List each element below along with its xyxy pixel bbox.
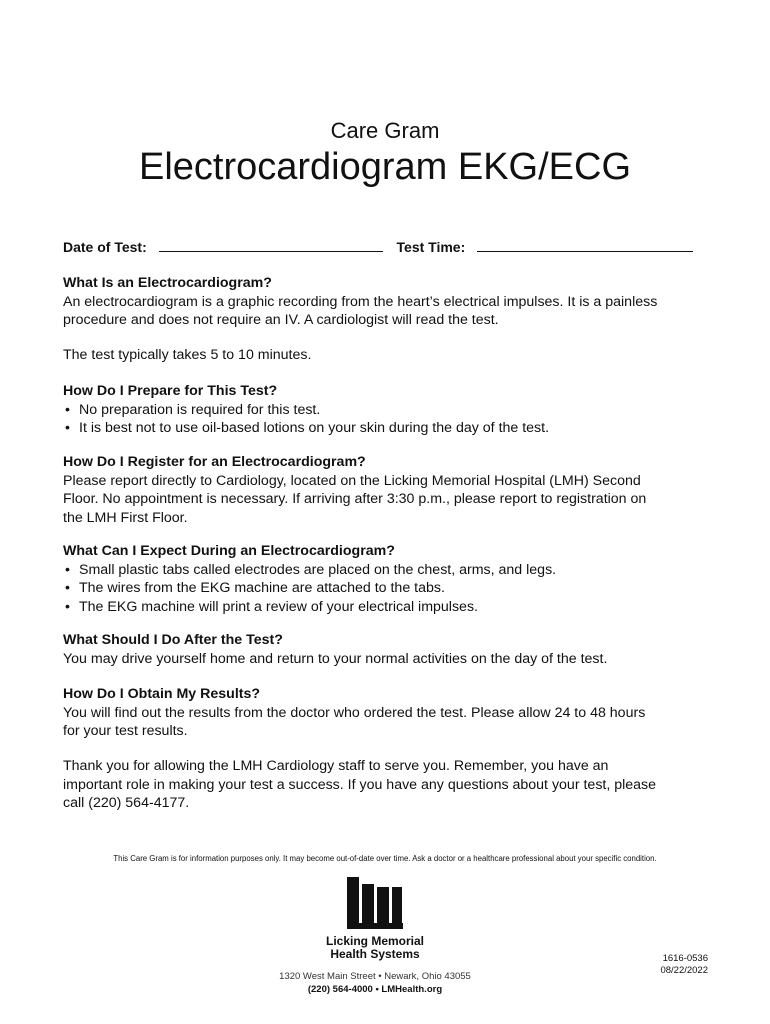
organization-address: 1320 West Main Street • Newark, Ohio 43055: [279, 971, 471, 982]
paragraph-line: An electrocardiogram is a graphic recording from the heart’s electrical impulses. It is a painless: [63, 293, 658, 310]
test-date-time-line: [63, 239, 693, 255]
section-heading: How Do I Obtain My Results?: [63, 686, 261, 702]
disclaimer-text: This Care Gram is for information purposes only. It may become out-of-date over time. Ask a doctor or a healthcare professional about your specific condition.: [113, 854, 657, 863]
paragraph-line: important role in making your test a success. If you have any questions about your test, please: [63, 776, 657, 793]
paragraph-line: You may drive yourself home and return to your normal activities on the day of the test.: [63, 650, 608, 667]
list-item: • It is best not to use oil-based lotions on your skin during the day of the test.: [63, 419, 713, 438]
lmhs-logo-icon: [347, 877, 403, 929]
section-what: [63, 274, 713, 330]
paragraph-line: call (220) 564-4177.: [63, 795, 190, 811]
section-heading: How Do I Prepare for This Test?: [63, 383, 278, 399]
document-subtitle: Care Gram: [330, 118, 440, 143]
paragraph-line: Floor. No appointment is necessary. If arriving after 3:30 p.m., please report to registration on: [63, 491, 647, 507]
bullet-list: [63, 561, 713, 617]
section-register: [63, 453, 713, 527]
document-title: Electrocardiogram EKG/ECG: [138, 146, 632, 188]
list-item: • Small plastic tabs called electrodes are placed on the chest, arms, and legs.: [63, 561, 713, 580]
section-heading: What Can I Expect During an Electrocardiogram?: [63, 543, 395, 559]
document-number: 1616-0536: [662, 953, 708, 964]
section-heading: What Should I Do After the Test?: [63, 632, 283, 648]
section-heading: How Do I Register for an Electrocardiogram?: [63, 454, 366, 470]
organization-contact: (220) 564-4000 • LMHealth.org: [307, 984, 443, 995]
section-prepare: [63, 382, 713, 438]
list-item: • The EKG machine will print a review of your electrical impulses.: [63, 598, 713, 617]
section-heading: What Is an Electrocardiogram?: [63, 275, 272, 291]
paragraph-line: Please report directly to Cardiology, located on the Licking Memorial Hospital (LMH) Second: [63, 472, 641, 489]
list-item: • No preparation is required for this test.: [63, 401, 713, 420]
section-results: [63, 685, 713, 741]
test-duration: The test typically takes 5 to 10 minutes.: [63, 347, 312, 363]
date-of-test-label: Date of Test:: [63, 239, 147, 255]
list-item: • The wires from the EKG machine are attached to the tabs.: [63, 579, 713, 598]
test-time-label: Test Time:: [396, 239, 466, 255]
bullet-list: [63, 401, 713, 438]
organization-name-line: Health Systems: [330, 947, 420, 961]
test-time-blank[interactable]: [477, 239, 693, 252]
paragraph-line: the LMH First Floor.: [63, 509, 188, 526]
date-of-test-blank[interactable]: [159, 239, 383, 252]
paragraph-line: for your test results.: [63, 723, 188, 739]
paragraph-line: You will find out the results from the doctor who ordered the test. Please allow 24 to 48 hours: [63, 704, 646, 721]
paragraph-line: procedure and does not require an IV. A cardiologist will read the test.: [63, 312, 499, 328]
paragraph-line: Thank you for allowing the LMH Cardiology staff to serve you. Remember, you have an: [63, 758, 609, 774]
document-code: [630, 953, 708, 977]
organization-name-line: Licking Memorial: [325, 934, 425, 948]
closing-paragraph: [63, 757, 713, 813]
section-expect: [63, 542, 713, 616]
document-date: 08/22/2022: [660, 965, 708, 976]
section-after: [63, 631, 713, 668]
